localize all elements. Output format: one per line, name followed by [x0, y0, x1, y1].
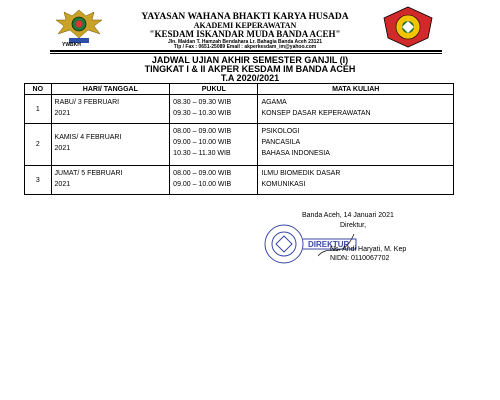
row-day-date [51, 95, 170, 124]
row-courses [258, 95, 454, 124]
foundation-logo [52, 8, 106, 46]
table-header-row [25, 84, 454, 95]
time-text: 08.30 – 09.30 WIB [173, 99, 232, 106]
time-text: 08.00 – 09.00 WIB [173, 128, 232, 135]
course-text: AGAMA [261, 99, 287, 106]
schedule-title-line1: JADWAL UJIAN AKHIR SEMESTER GANJIL (I) [151, 55, 349, 65]
header-rule-thin [50, 53, 442, 54]
schedule-title-line2: TINGKAT I & II AKPER KESDAM IM BANDA ACEH [144, 64, 356, 74]
time-text: 09.30 – 10.30 WIB [173, 110, 232, 117]
signatory-name: Ns. Andi Haryati, M. Kep [330, 246, 407, 253]
exam-schedule-table [24, 83, 454, 195]
header-time: PUKUL [170, 84, 258, 95]
time-text: 09.00 – 10.00 WIB [173, 139, 232, 146]
course-text: BAHASA INDONESIA [261, 150, 330, 157]
course-text: ILMU BIOMEDIK DASAR [261, 170, 341, 177]
signatory-role: Direktur, [340, 222, 367, 229]
time-text: 08.00 – 09.00 WIB [173, 170, 232, 177]
institution-name: "KESDAM ISKANDAR MUDA BANDA ACEH" [149, 29, 341, 39]
time-text: 10.30 – 11.30 WIB [173, 150, 231, 157]
row-number: 3 [25, 166, 52, 195]
course-text: KOMUNIKASI [261, 181, 306, 188]
contact-line: Tlp / Fax : 0651-25089 Email : akperkesdam_im@yahoo.com [173, 44, 317, 50]
row-day-date [51, 166, 170, 195]
foundation-name: YAYASAN WAHANA BHAKTI KARYA HUSADA [141, 12, 349, 22]
header-no: NO [25, 84, 52, 95]
address-line: Jln. Maidan T. Hamzah Bendahara Lr. Bahagia Banda Aceh 23121 [167, 39, 323, 45]
foundation-logo-label: YWBKH [62, 42, 81, 48]
header-day-date: HARI/ TANGGAL [51, 84, 170, 95]
course-text: KONSEP DASAR KEPERAWATAN [261, 110, 371, 117]
header-rule-thick [50, 50, 442, 52]
course-text: PANCASILA [261, 139, 301, 146]
year-text: 2021 [54, 181, 71, 188]
day-text: RABU/ 3 FEBRUARI [54, 99, 120, 106]
row-courses [258, 124, 454, 166]
day-text: JUMAT/ 5 FEBRUARI [54, 170, 123, 177]
year-text: 2021 [54, 145, 71, 152]
row-courses [258, 166, 454, 195]
academy-logo [382, 6, 434, 48]
day-text: KAMIS/ 4 FEBRUARI [54, 134, 122, 141]
schedule-title-line3: T.A 2020/2021 [220, 73, 280, 83]
table-row [25, 166, 454, 195]
row-number: 2 [25, 124, 52, 166]
place-date: Banda Aceh, 14 Januari 2021 [302, 212, 394, 219]
stamp-label: DIREKTUR [308, 240, 350, 249]
year-text: 2021 [54, 110, 71, 117]
table-row [25, 124, 454, 166]
row-number: 1 [25, 95, 52, 124]
course-text: PSIKOLOGI [261, 128, 300, 135]
table-row [25, 95, 454, 124]
row-times [170, 95, 258, 124]
row-day-date [51, 124, 170, 166]
row-times [170, 166, 258, 195]
row-times [170, 124, 258, 166]
header-course: MATA KULIAH [258, 84, 454, 95]
academy-name: AKADEMI KEPERAWATAN [193, 21, 297, 30]
signatory-nidn: NIDN: 0110067702 [330, 255, 390, 262]
time-text: 09.00 – 10.00 WIB [173, 181, 232, 188]
